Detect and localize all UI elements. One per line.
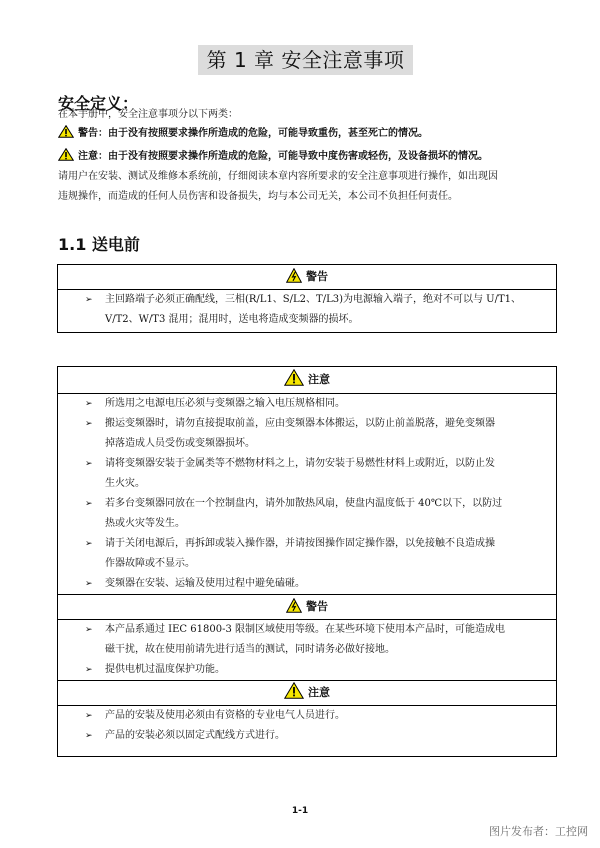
caution-definition bbox=[58, 148, 488, 164]
caution-definition-text: 注意：由于没有按照要求操作所造成的危险，可能导致中度伤害或轻伤，及设备损坏的情况。 bbox=[78, 151, 488, 162]
chapter-title: 第 1 章 安全注意事项 bbox=[198, 45, 413, 75]
list-item: ➢ 搬运变频器时，请勿直接提取前盖，应由变频器本体搬运，以防止前盖脱落，避免变频器 掉落造成人员受伤或变频器损坏。 bbox=[58, 414, 556, 454]
caution-subheader bbox=[58, 680, 556, 706]
notice-line-1: 请用户在安装、测试及维修本系统前，仔细阅读本章内容所要求的安全注意事项进行操作，如出现因 bbox=[58, 171, 498, 182]
electric-shock-icon bbox=[286, 598, 302, 613]
bullet-arrow-icon: ➢ bbox=[85, 711, 93, 721]
bullet-arrow-icon: ➢ bbox=[85, 579, 93, 589]
caution-box-header bbox=[58, 367, 556, 394]
bullet-arrow-icon: ➢ bbox=[85, 625, 93, 635]
warning-subheader-label: 警告 bbox=[306, 600, 328, 613]
warning-box bbox=[57, 264, 557, 333]
bullet-arrow-icon: ➢ bbox=[85, 731, 93, 741]
list-item: ➢ 变频器在安装、运输及使用过程中避免磕碰。 bbox=[58, 574, 556, 594]
electric-shock-icon bbox=[286, 268, 302, 283]
safety-intro: 在本手册中，安全注意事项分以下两类： bbox=[58, 109, 238, 120]
caution-box bbox=[57, 366, 557, 757]
caution-triangle-icon bbox=[284, 369, 304, 386]
list-item: ➢ 本产品系通过 IEC 61800-3 限制区域使用等级。在某些环境下使用本产品时，可能造成电 磁干扰，故在使用前请先进行适当的测试，同时请务必做好接地。 bbox=[58, 620, 556, 660]
notice-line-2: 违规操作，而造成的任何人员伤害和设备损失，均与本公司无关，本公司不负担任何责任。 bbox=[58, 191, 458, 202]
list-item: ➢ 请将变频器安装于金属类等不燃物材料之上，请勿安装于易燃性材料上或附近，以防止发 生火灾。 bbox=[58, 454, 556, 494]
section-title: 1.1 送电前 bbox=[58, 235, 140, 254]
bullet-arrow-icon: ➢ bbox=[85, 295, 93, 305]
bullet-arrow-icon: ➢ bbox=[85, 419, 93, 429]
safety-definition-title: 安全定义： bbox=[58, 94, 139, 113]
list-item: ➢ 产品的安装及使用必须由有资格的专业电气人员进行。 bbox=[58, 706, 556, 726]
watermark: 图片发布者：工控网 bbox=[489, 825, 588, 838]
warning-triangle-icon bbox=[58, 125, 74, 138]
bullet-arrow-icon: ➢ bbox=[85, 665, 93, 675]
caution-box-label: 注意 bbox=[308, 373, 330, 386]
list-item: ➢ 若多台变频器同放在一个控制盘内，请外加散热风扇，使盘内温度低于 40℃以下，以防过 热或火灾等发生。 bbox=[58, 494, 556, 534]
list-item: ➢ 提供电机过温度保护功能。 bbox=[58, 660, 556, 680]
bullet-arrow-icon: ➢ bbox=[85, 399, 93, 409]
warning-box-header bbox=[58, 265, 556, 290]
bullet-arrow-icon: ➢ bbox=[85, 499, 93, 509]
list-item: ➢ 请于关闭电源后，再拆卸或装入操作器，并请按图操作固定操作器，以免接触不良造成操 作器故障或不显示。 bbox=[58, 534, 556, 574]
warning-subheader bbox=[58, 594, 556, 620]
bullet-arrow-icon: ➢ bbox=[85, 459, 93, 469]
caution-subheader-label: 注意 bbox=[308, 686, 330, 699]
list-item: ➢ 所选用之电源电压必须与变频器之输入电压规格相同。 bbox=[58, 394, 556, 414]
list-item: ➢ 产品的安装必须以固定式配线方式进行。 bbox=[58, 726, 556, 746]
warning-box-label: 警告 bbox=[306, 270, 328, 283]
warning-definition-text: 警告：由于没有按照要求操作所造成的危险，可能导致重伤，甚至死亡的情况。 bbox=[78, 128, 428, 139]
caution-triangle-icon bbox=[58, 148, 74, 161]
bullet-arrow-icon: ➢ bbox=[85, 539, 93, 549]
caution-triangle-icon bbox=[284, 682, 304, 699]
list-item: ➢ 主回路端子必须正确配线，三相(R/L1、S/L2、T/L3)为电源输入端子，绝对不可以与 U/T1、 V/T2、W/T3 混用；混用时，送电将造成变频器的损坏。 bbox=[58, 290, 556, 330]
warning-definition bbox=[58, 125, 428, 141]
page-number: 1-1 bbox=[291, 806, 309, 816]
